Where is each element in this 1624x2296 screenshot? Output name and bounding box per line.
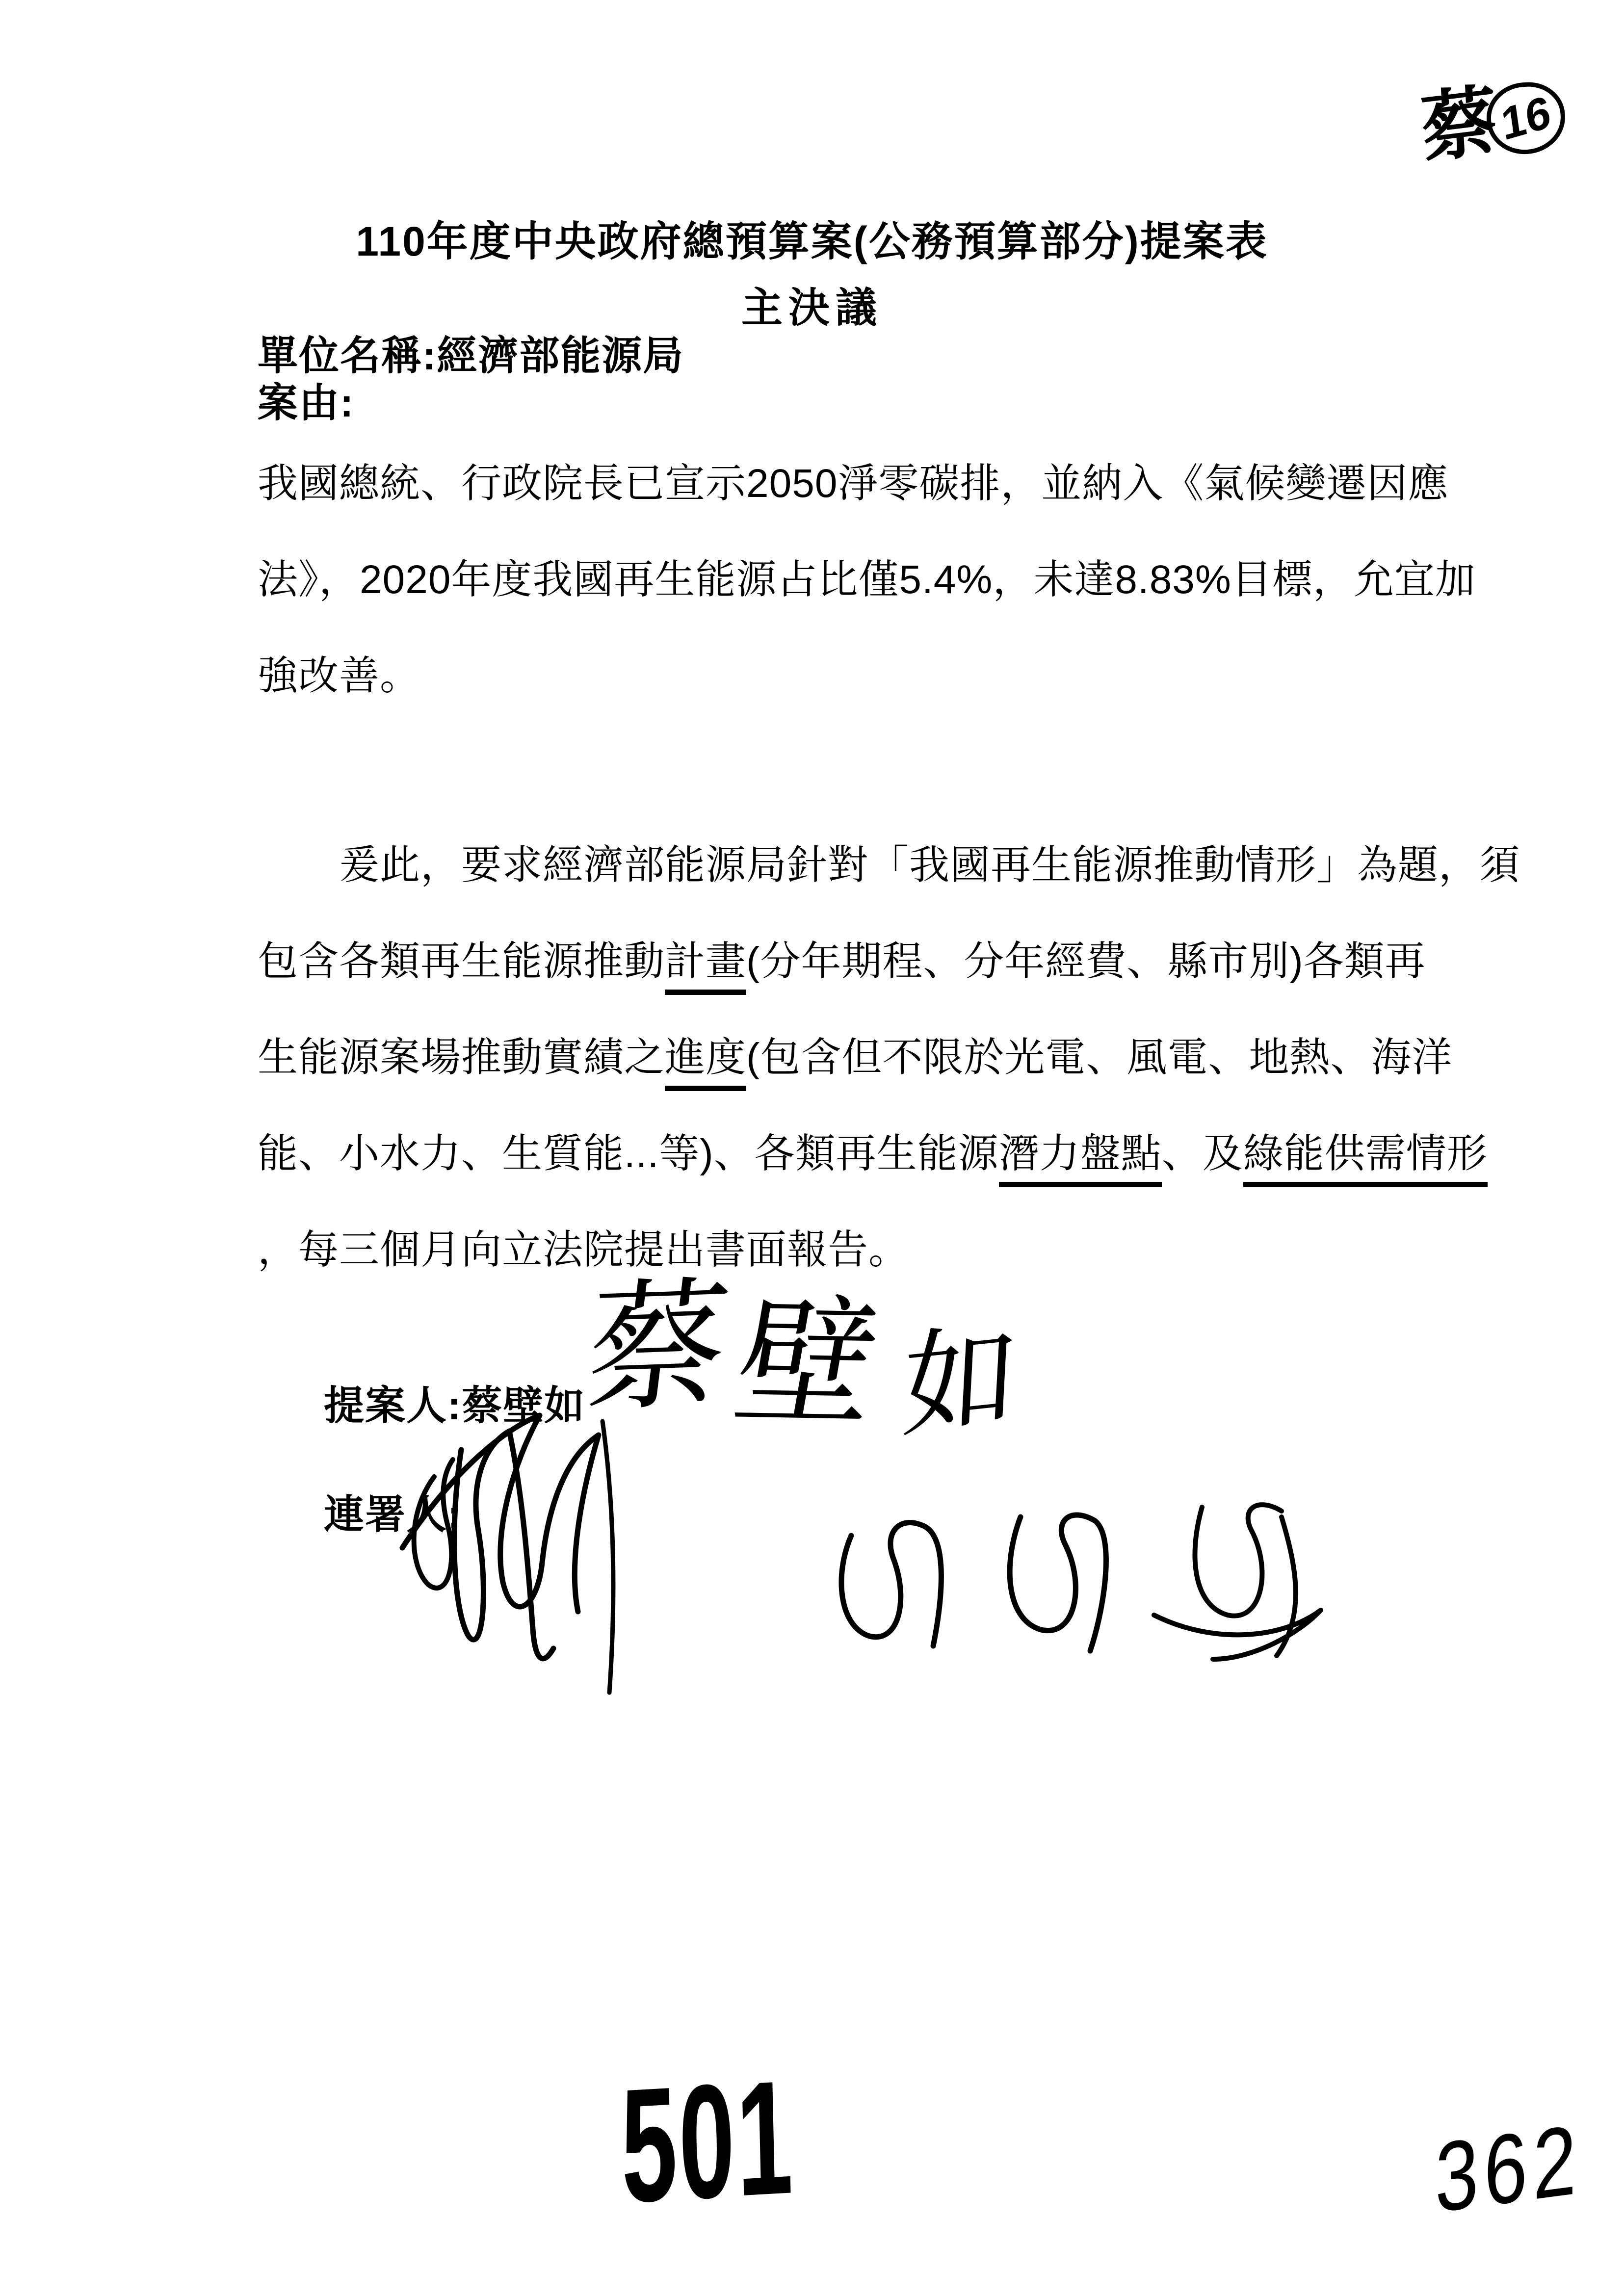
text-segment: 包含各類再生能源推動 (258, 939, 665, 984)
underlined-text: 進度 (665, 1035, 746, 1091)
text-segment: 生能源案場推動實績之 (258, 1035, 665, 1080)
text-segment: ，每三個月向立法院提出書面報告。 (258, 1227, 910, 1272)
case-body-paragraph-1 (258, 436, 1476, 724)
proposer-signature-char: 壁 (724, 1284, 904, 1444)
text-segment: 爰此，要求經濟部能源局針對「我國再生能源推動情形」為題，須 (339, 843, 1520, 887)
body-line (258, 817, 1520, 913)
underlined-text: 綠能供需情形 (1243, 1131, 1488, 1187)
case-label: 案由: (258, 381, 355, 425)
proposer-signature-char: 如 (899, 1310, 1033, 1452)
cosigner-label: 連署人: (324, 1492, 462, 1537)
corner-handwritten-surname: 蔡 (1418, 78, 1499, 172)
body-line (258, 628, 1476, 724)
text-segment: 能、小水力、生質能...等)、各類再生能源 (258, 1131, 999, 1176)
text-segment: (分年期程、分年經費、縣市別)各類再 (746, 939, 1426, 984)
proposer-label: 提案人:蔡壁如 (324, 1383, 586, 1428)
cosigner-signature-2 (810, 1487, 1339, 1683)
text-segment: 、及 (1161, 1131, 1243, 1176)
text-segment: (包含但不限於光電、風電、地熱、海洋 (746, 1035, 1453, 1080)
underlined-text: 潛力盤點 (999, 1131, 1162, 1187)
document-title: 110年度中央政府總預算案(公務預算部分)提案表 (356, 218, 1268, 264)
sheet-number-corner: 362 (1435, 2104, 1582, 2234)
body-line (258, 436, 1476, 532)
unit-name-line: 單位名稱:經濟部能源局 (258, 334, 684, 378)
body-line (258, 913, 1520, 1010)
underlined-text: 計畫 (665, 939, 746, 995)
text-segment: 法》，2020年度我國再生能源占比僅5.4%，未達8.83%目標，允宜加 (258, 557, 1476, 602)
text-segment: 我國總統、行政院長已宣示2050淨零碳排，並納入《氣候變遷因應 (258, 461, 1449, 506)
text-segment: 強改善。 (258, 653, 421, 698)
document-subtitle: 主決議 (741, 285, 883, 331)
proposer-signature-char: 蔡 (577, 1266, 751, 1428)
page-number-center: 501 (619, 2046, 796, 2237)
body-line (258, 1010, 1520, 1106)
corner-number-text: 16 (1498, 86, 1554, 150)
body-line (258, 1106, 1520, 1202)
body-line (258, 532, 1476, 628)
cosigner-signature-1 (388, 1401, 726, 1705)
